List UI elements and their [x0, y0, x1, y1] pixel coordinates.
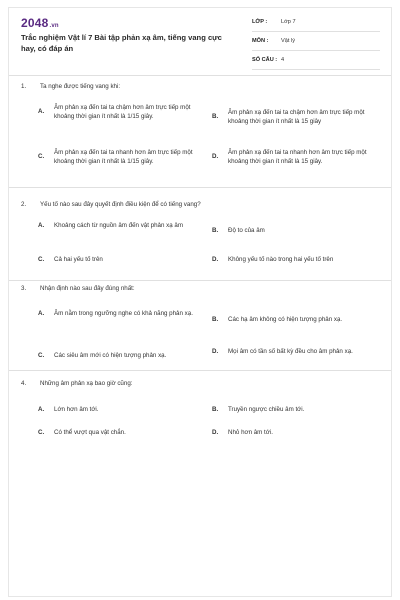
- option-b[interactable]: [212, 316, 384, 325]
- option-text: Mọi âm có tần số bất kỳ đều cho âm phản xạ.: [228, 348, 353, 355]
- question-stem: [21, 285, 381, 294]
- question-number: 3.: [21, 285, 27, 292]
- option-b[interactable]: [212, 109, 384, 127]
- option-a[interactable]: [38, 222, 210, 231]
- option-text: Lớn hơn âm tới.: [54, 406, 99, 413]
- option-letter: C.: [38, 256, 45, 263]
- question-stem: [21, 201, 381, 210]
- option-text: Không yếu tố nào trong hai yếu tố trên: [228, 256, 334, 263]
- worksheet-meta: [252, 17, 380, 74]
- meta-row-count: [252, 55, 380, 70]
- meta-row-subject: [252, 36, 380, 51]
- option-a[interactable]: [38, 104, 210, 122]
- option-c[interactable]: [38, 149, 210, 167]
- option-letter: A.: [38, 310, 45, 317]
- option-d[interactable]: [212, 429, 384, 438]
- option-d[interactable]: [212, 149, 384, 167]
- option-text: Các hạ âm không có hiện tượng phản xạ.: [228, 316, 343, 323]
- question-text: Nhận định nào sau đây đúng nhất:: [40, 285, 135, 292]
- question-stem: [21, 83, 381, 92]
- option-letter: B.: [212, 406, 219, 413]
- option-letter: C.: [38, 429, 45, 436]
- question-text: Những âm phản xạ bao giờ cũng:: [40, 380, 133, 387]
- option-text: Các siêu âm mới có hiện tượng phản xạ.: [54, 352, 167, 359]
- option-text: Độ to của âm: [228, 227, 265, 234]
- option-text: Âm phản xạ đến tai ta chậm hơn âm trực tiếp một khoảng thời gian ít nhất là 15 giây: [228, 109, 365, 125]
- option-text: Truyền ngược chiều âm tới.: [228, 406, 305, 413]
- logo-text: 2048: [21, 16, 49, 30]
- option-text: Nhỏ hơn âm tới.: [228, 429, 273, 436]
- option-letter: A.: [38, 222, 45, 229]
- option-letter: D.: [212, 153, 219, 161]
- meta-key: SỐ CÂU :: [252, 57, 278, 63]
- meta-value: 4: [281, 57, 285, 63]
- option-letter: C.: [38, 352, 45, 359]
- header-divider: [9, 75, 391, 76]
- option-letter: D.: [212, 429, 219, 436]
- worksheet-page: [8, 7, 392, 597]
- option-text: Âm phản xạ đến tai ta chậm hơn âm trực tiếp một khoảng thời gian ít nhất là 1/15 giây.: [54, 104, 191, 120]
- meta-key: LỚP :: [252, 19, 268, 25]
- option-text: Khoảng cách từ nguồn âm đến vật phản xạ âm: [54, 222, 184, 229]
- meta-value: Vật lý: [281, 38, 295, 44]
- option-c[interactable]: [38, 256, 210, 265]
- meta-row-class: [252, 17, 380, 32]
- question-number: 4.: [21, 380, 27, 387]
- question-number: 1.: [21, 83, 27, 90]
- option-letter: A.: [38, 406, 45, 413]
- option-text: Có thể vượt qua vật chắn.: [54, 429, 126, 436]
- worksheet-title: Trắc nghiệm Vật lí 7 Bài tập phản xạ âm, tiếng vang cực hay, có đáp án: [21, 33, 222, 53]
- option-text: Âm phản xạ đến tai ta nhanh hơn âm trực tiếp một khoảng thời gian ít nhất là 15 giây.: [228, 149, 367, 165]
- option-d[interactable]: [212, 348, 384, 357]
- option-text: Âm nằm trong ngưỡng nghe có khả năng phản xạ.: [54, 310, 193, 317]
- option-a[interactable]: [38, 406, 210, 415]
- option-letter: B.: [212, 227, 219, 234]
- option-c[interactable]: [38, 352, 210, 361]
- option-c[interactable]: [38, 429, 210, 438]
- option-letter: D.: [212, 256, 219, 263]
- option-b[interactable]: [212, 406, 384, 415]
- option-letter: B.: [212, 316, 219, 323]
- worksheet-header: [9, 8, 391, 74]
- question-3: [9, 285, 391, 371]
- meta-value: Lớp 7: [281, 19, 296, 25]
- option-d[interactable]: [212, 256, 392, 265]
- question-divider: [9, 280, 391, 281]
- question-stem: [21, 380, 381, 389]
- question-text: Yếu tố nào sau đây quyết định điều kiện để có tiếng vang?: [40, 201, 201, 208]
- question-divider: [9, 370, 391, 371]
- option-text: Âm phản xạ đến tai ta nhanh hơn âm trực tiếp một khoảng thời gian ít nhất là 1/15 giây.: [54, 149, 193, 165]
- option-letter: D.: [212, 348, 219, 355]
- option-a[interactable]: [38, 310, 210, 319]
- question-divider: [9, 187, 391, 188]
- question-4: [9, 380, 391, 450]
- site-logo[interactable]: [21, 16, 59, 30]
- option-text: Cả hai yếu tố trên: [54, 256, 103, 263]
- option-letter: B.: [212, 113, 219, 121]
- option-letter: A.: [38, 108, 45, 116]
- question-2: [9, 201, 391, 281]
- option-b[interactable]: [212, 227, 384, 236]
- question-text: Ta nghe được tiếng vang khi:: [40, 83, 121, 90]
- logo-domain: .vn: [49, 23, 59, 29]
- question-1: [9, 83, 391, 188]
- question-number: 2.: [21, 201, 27, 208]
- meta-key: MÔN :: [252, 38, 269, 44]
- option-letter: C.: [38, 153, 45, 161]
